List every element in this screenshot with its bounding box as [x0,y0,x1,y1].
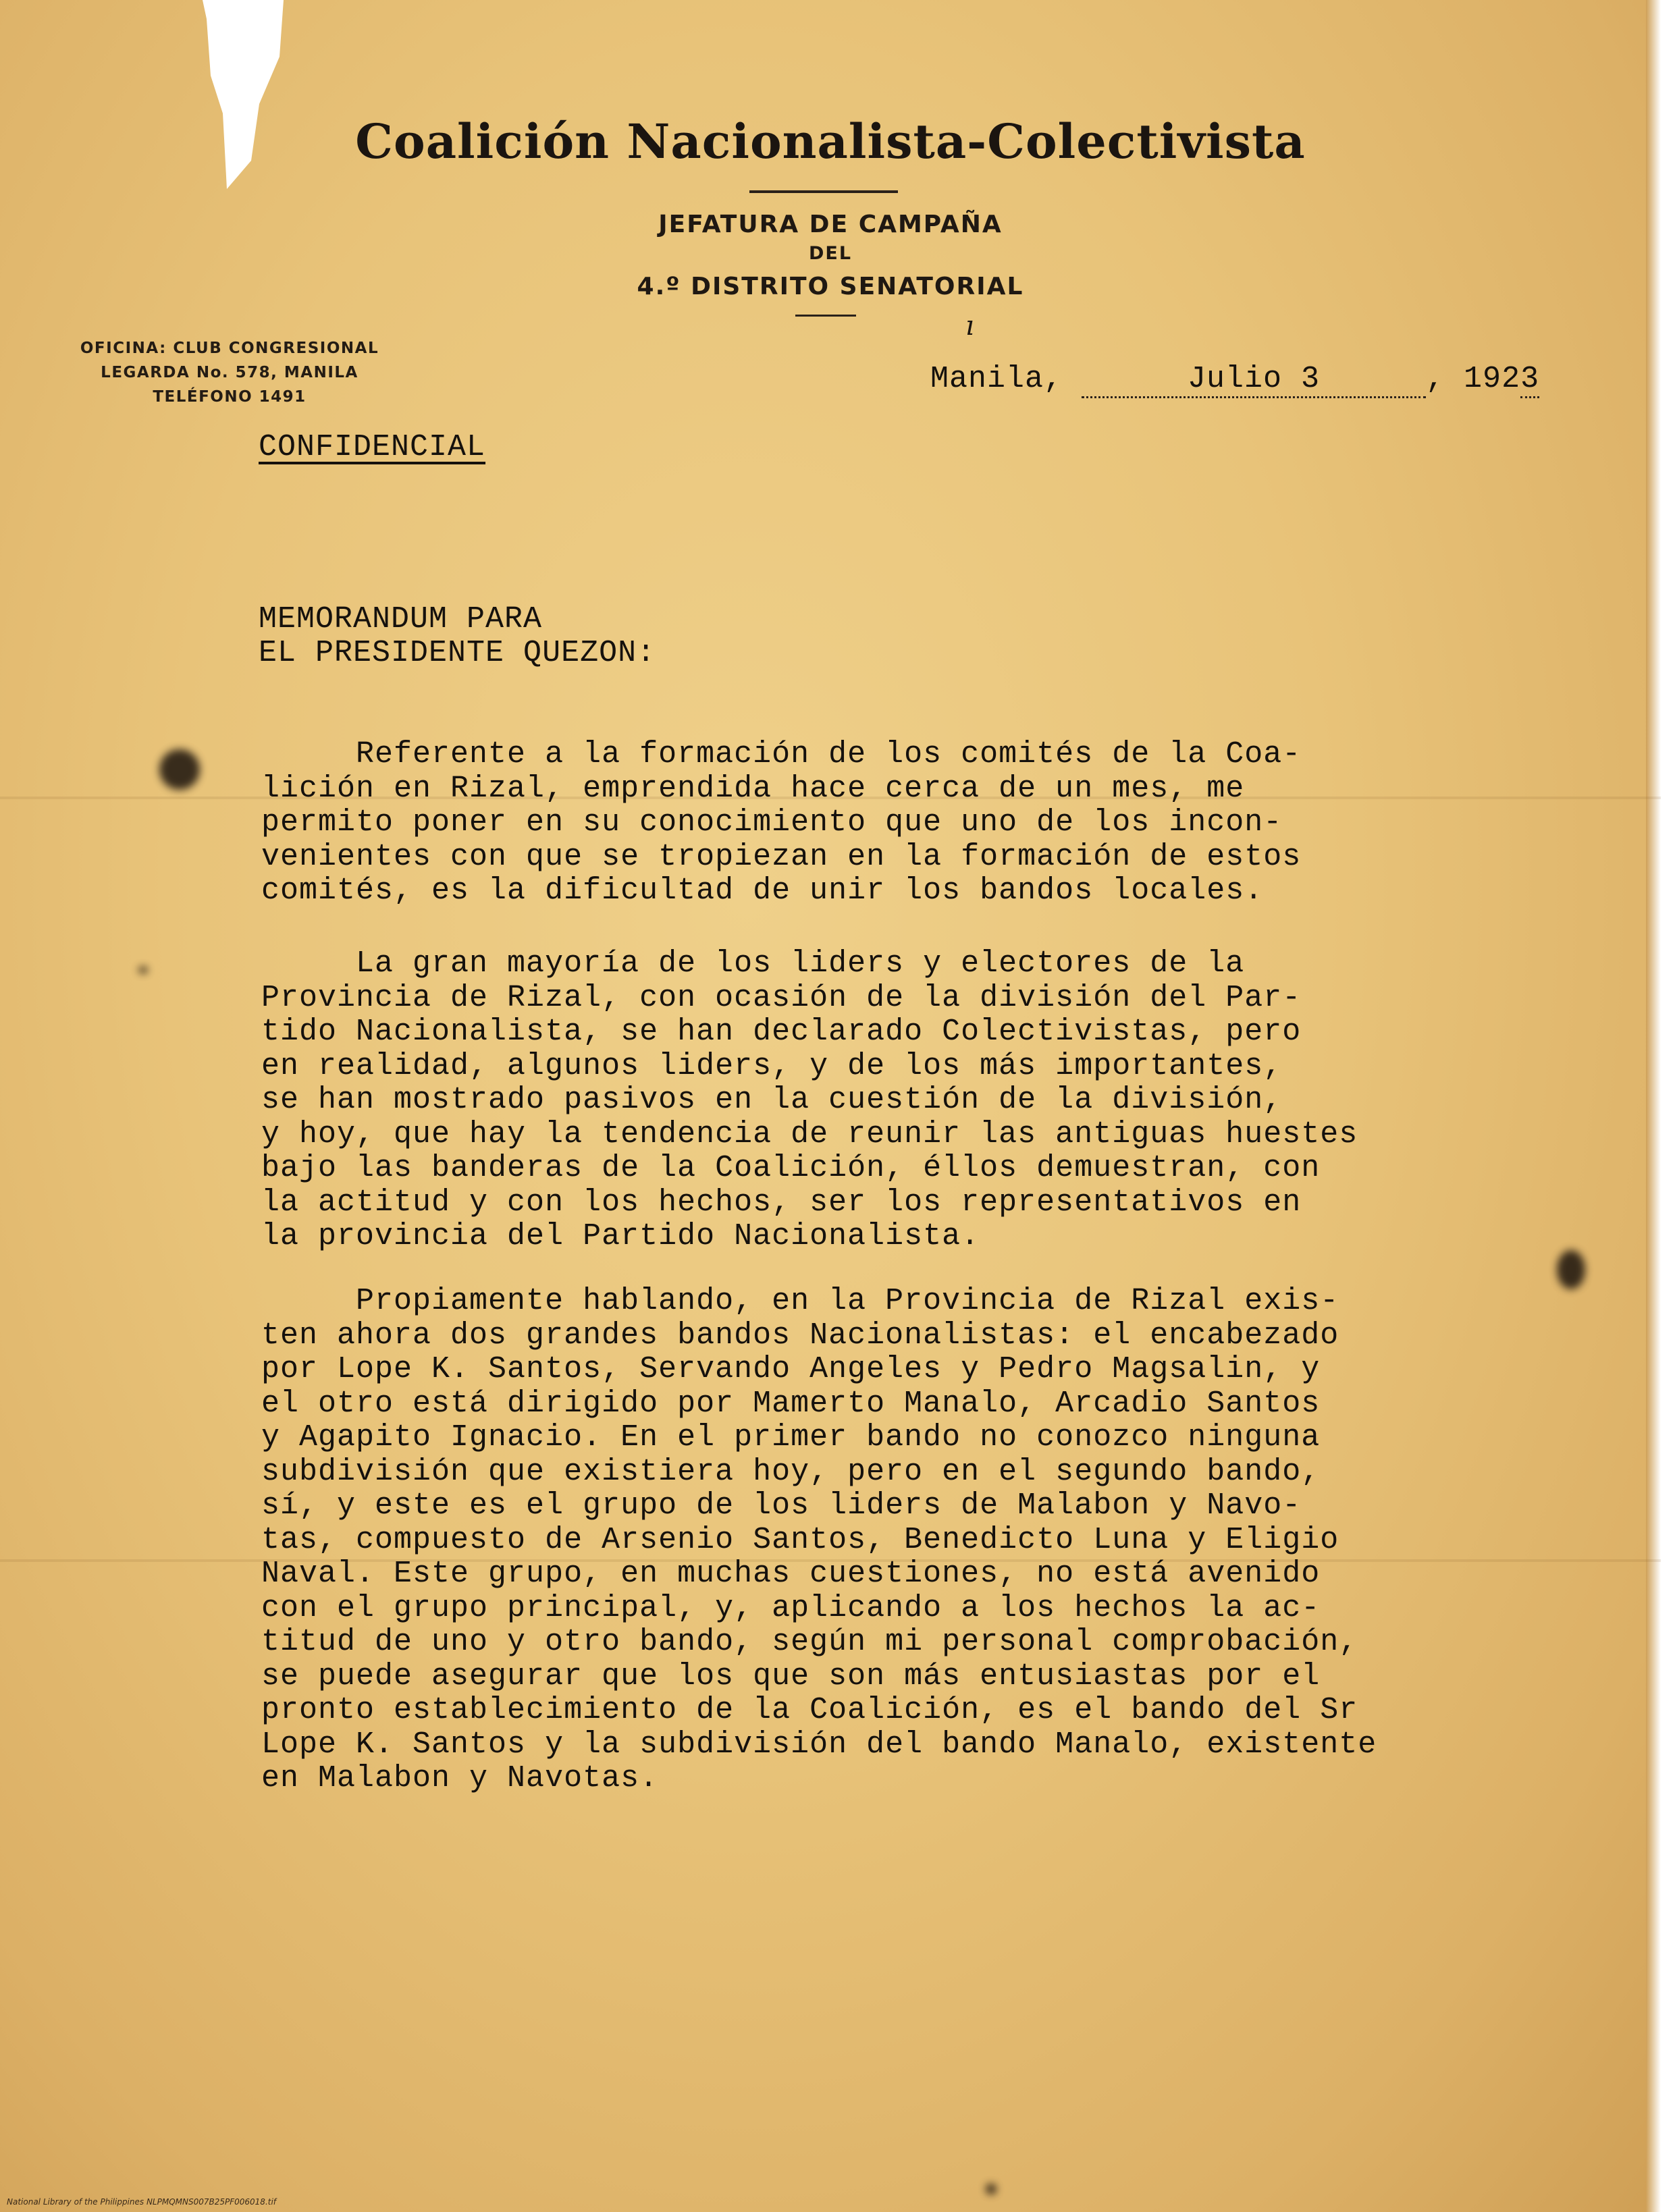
body-line: comités, es la dificultad de unir los bandos locales. [261,873,1264,908]
confidential-heading: CONFIDENCIAL [259,430,486,464]
date-year-prefix: , 192 [1426,362,1521,396]
ink-spot [986,2184,996,2194]
date-day-month: Julio 3 [1082,362,1426,398]
body-line: y Agapito Ignacio. En el primer bando no conozco ninguna [261,1420,1321,1455]
date-year-suffix: 3 [1520,362,1539,398]
body-line: venientes con que se tropiezan en la formación de estos [261,839,1302,874]
ink-blot [159,749,200,790]
body-line: Lope K. Santos y la subdivisión del bando Manalo, existente [261,1727,1377,1762]
body-line: con el grupo principal, y, aplicando a los hechos la ac- [261,1590,1321,1625]
body-line: se puede asegurar que los que son más entusiastas por el [261,1658,1321,1694]
body-line: por Lope K. Santos, Servando Angeles y Pedro Magsalin, y [261,1352,1321,1386]
ink-blot [1557,1250,1585,1289]
ink-spot [138,967,148,973]
body-paragraph-1 [261,738,1470,909]
letterhead-rule [795,315,856,317]
body-line: Naval. Este grupo, en muchas cuestiones, no está avenido [261,1557,1321,1591]
body-paragraph-3 [261,1285,1470,1796]
body-line: ten ahora dos grandes bandos Nacionalistas: el encabezado [261,1318,1339,1353]
body-line: la actitud y con los hechos, ser los representativos en [261,1185,1302,1220]
campaign-title: JEFATURA DE CAMPAÑA [658,211,1003,238]
body-line: en realidad, algunos liders, y de los más importantes, [261,1048,1283,1083]
body-line: Propiamente hablando, en la Provincia de Rizal exis- [261,1284,1339,1318]
body-line: tido Nacionalista, se han declarado Colectivistas, pero [261,1015,1302,1049]
letterhead-rule [749,190,898,193]
body-line: en Malabon y Navotas. [261,1761,659,1796]
body-line: lición en Rizal, emprendida hace cerca de un mes, me [261,771,1245,806]
office-phone: TELÉFONO 1491 [153,388,307,406]
body-line: subdivisión que existiera hoy, pero en el segundo bando, [261,1454,1321,1489]
body-line: titud de uno y otro bando, según mi personal comprobación, [261,1625,1358,1659]
body-line: sí, y este es el grupo de los liders de Malabon y Navo- [261,1488,1302,1523]
body-line: la provincia del Partido Nacionalista. [261,1219,980,1253]
body-line: se han mostrado pasivos en la cuestión de la división, [261,1083,1283,1117]
pen-mark: ı [965,311,974,342]
page-edge [1646,0,1661,2212]
office-street: LEGARDA No. 578, MANILA [101,364,358,381]
memo-addressee [259,603,656,670]
date-city: Manila, [930,362,1063,396]
dateline [930,362,1539,398]
body-line: pronto establecimiento de la Coalición, es el bando del Sr [261,1693,1358,1727]
body-line: y hoy, que hay la tendencia de reunir las antiguas huestes [261,1116,1358,1152]
body-line: permito poner en su conocimiento que uno de los incon- [261,805,1283,840]
memo-recipient: EL PRESIDENTE QUEZON: [259,636,656,670]
memo-line: MEMORANDUM PARA [259,602,543,637]
archive-footer: National Library of the Philippines NLPMQMNS007B25PF006018.tif [7,2197,277,2207]
campaign-connector: DEL [808,243,853,264]
body-line: La gran mayoría de los liders y electores de la [261,946,1245,981]
body-line: Provincia de Rizal, con ocasión de la división del Par- [261,980,1302,1015]
body-line: el otro está dirigido por Mamerto Manalo, Arcadio Santos [261,1386,1321,1421]
body-line: tas, compuesto de Arsenio Santos, Benedicto Luna y Eligio [261,1522,1339,1557]
office-address [54,336,405,409]
letterhead-title: Coalición Nacionalista-Colectivista [355,113,1306,169]
body-paragraph-2 [261,947,1470,1254]
body-line: bajo las banderas de la Coalición, éllos demuestran, con [261,1151,1321,1185]
senatorial-district: 4.º DISTRITO SENATORIAL [637,273,1024,300]
body-line: Referente a la formación de los comités de la Coa- [261,737,1302,772]
office-name: OFICINA: CLUB CONGRESIONAL [80,340,379,357]
